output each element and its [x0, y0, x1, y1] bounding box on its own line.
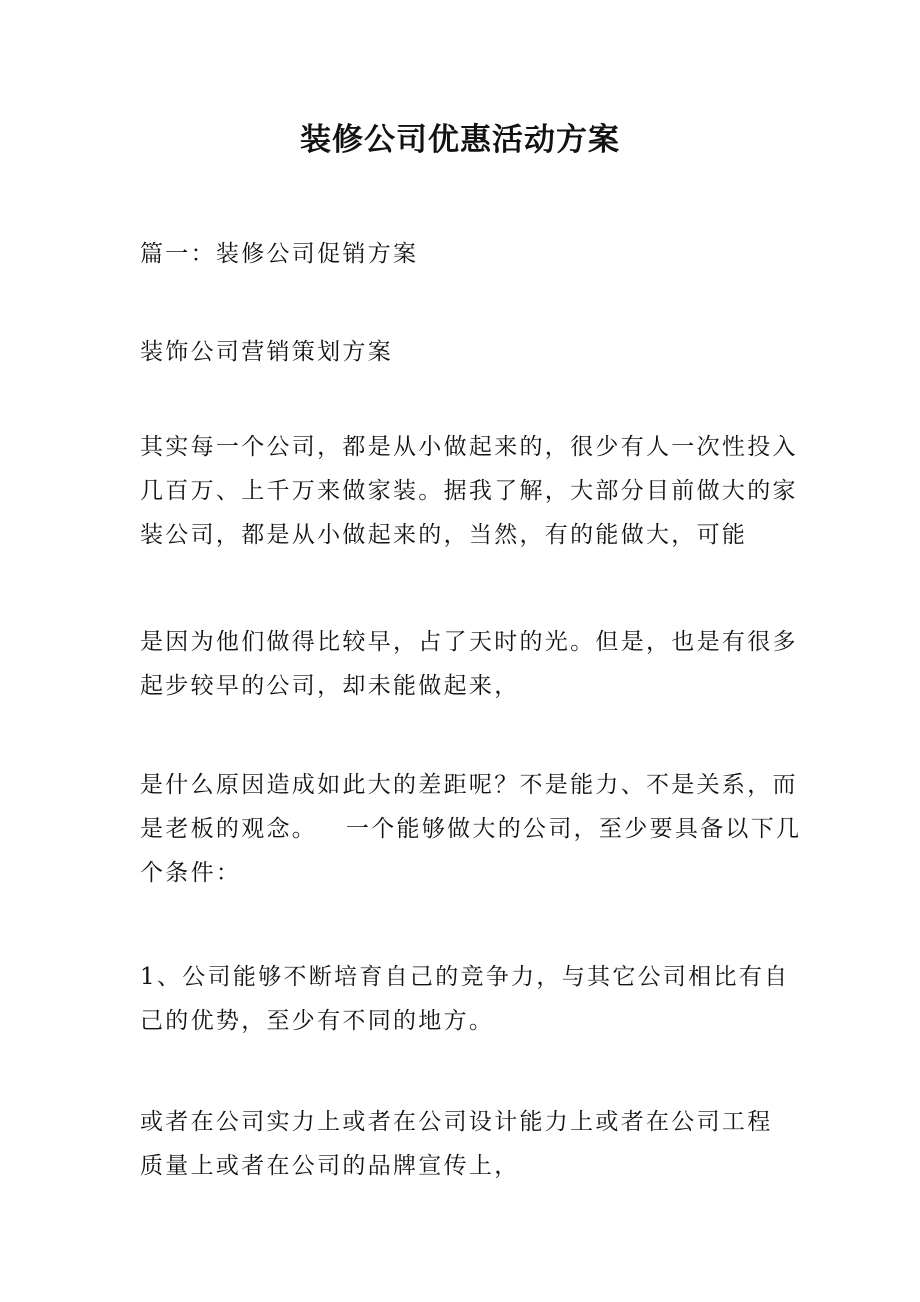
text-line: 起步较早的公司，却未能做起来， — [140, 673, 520, 699]
text-line: 是因为他们做得比较早，占了天时的光。但是，也是有很多 — [140, 629, 798, 655]
text-line: 装公司，都是从小做起来的，当然，有的能做大，可能 — [140, 522, 748, 548]
body-paragraph — [140, 763, 802, 895]
text-line: 装饰公司营销策划方案 — [140, 339, 393, 365]
text-line: 或者在公司实力上或者在公司设计能力上或者在公司工程 — [140, 1109, 773, 1135]
text-line: 几百万、上千万来做家装。据我了解，大部分目前做大的家 — [140, 478, 798, 504]
text-line: 1、公司能够不断培育自己的竞争力，与其它公司相比有自 — [140, 964, 790, 990]
text-line: 是老板的观念。 一个能够做大的公司，至少要具备以下几 — [140, 816, 802, 842]
text-line: 其实每一个公司，都是从小做起来的，很少有人一次性投入 — [140, 434, 798, 460]
body-paragraph — [140, 1100, 785, 1188]
text-line: 个条件： — [140, 860, 242, 886]
subheading — [140, 330, 785, 374]
text-line: 己的优势，至少有不同的地方。 — [140, 1008, 495, 1034]
text-line: 质量上或者在公司的品牌宣传上， — [140, 1153, 520, 1179]
body-paragraph — [140, 955, 790, 1043]
document-title: 装修公司优惠活动方案 — [300, 122, 620, 158]
text-line: 篇一：装修公司促销方案 — [140, 241, 419, 267]
body-paragraph — [140, 620, 798, 708]
section-heading — [140, 232, 785, 276]
body-paragraph — [140, 425, 798, 557]
text-line: 是什么原因造成如此大的差距呢？不是能力、不是关系，而 — [140, 772, 798, 798]
